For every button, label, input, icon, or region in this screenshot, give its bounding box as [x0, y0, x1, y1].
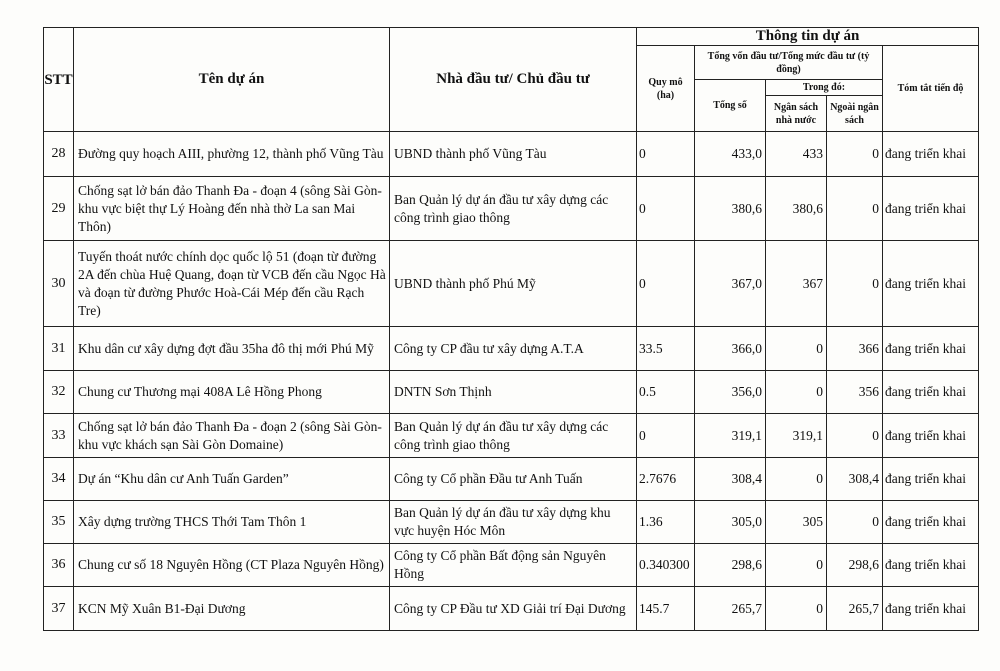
investor-cell: Ban Quản lý dự án đầu tư xây dựng các công trình giao thông — [390, 177, 637, 241]
scale-cell: 0 — [637, 414, 695, 458]
project-name-header: Tên dự án — [74, 28, 390, 132]
table-row — [44, 241, 979, 327]
investor-cell: UBND thành phố Phú Mỹ — [390, 241, 637, 327]
status-cell: đang triển khai — [883, 414, 979, 458]
budget-cell: 0 — [766, 587, 827, 631]
scale-cell: 0.340300 — [637, 544, 695, 587]
budget-cell: 305 — [766, 501, 827, 544]
total-cell: 305,0 — [695, 501, 766, 544]
project-table — [43, 27, 979, 631]
investor-cell: DNTN Sơn Thịnh — [390, 371, 637, 414]
stt-cell: 34 — [44, 458, 74, 501]
total-cell: 298,6 — [695, 544, 766, 587]
status-cell: đang triển khai — [883, 132, 979, 177]
stt-cell: 31 — [44, 327, 74, 371]
total-cell: 366,0 — [695, 327, 766, 371]
state-budget-header: Ngân sách nhà nước — [766, 96, 827, 132]
stt-cell: 29 — [44, 177, 74, 241]
project-name-cell: Chung cư số 18 Nguyên Hồng (CT Plaza Nguyên Hồng) — [74, 544, 390, 587]
table-row — [44, 177, 979, 241]
scale-header: Quy mô (ha) — [637, 46, 695, 132]
non-budget-cell: 298,6 — [827, 544, 883, 587]
total-cell: 308,4 — [695, 458, 766, 501]
project-name-cell: Tuyến thoát nước chính dọc quốc lộ 51 (đoạn từ đường 2A đến chùa Huệ Quang, đoạn từ VCB đến cầu Ngọc Hà và đoạn từ đường Phước Hoà-Cái Mép đến cầu Rạch Tre) — [74, 241, 390, 327]
budget-cell: 319,1 — [766, 414, 827, 458]
budget-cell: 0 — [766, 371, 827, 414]
scale-cell: 0.5 — [637, 371, 695, 414]
budget-cell: 367 — [766, 241, 827, 327]
table-row — [44, 458, 979, 501]
scale-cell: 145.7 — [637, 587, 695, 631]
project-name-cell: Khu dân cư xây dựng đợt đầu 35ha đô thị mới Phú Mỹ — [74, 327, 390, 371]
status-cell: đang triển khai — [883, 177, 979, 241]
project-name-cell: Dự án “Khu dân cư Anh Tuấn Garden” — [74, 458, 390, 501]
scale-cell: 2.7676 — [637, 458, 695, 501]
non-budget-cell: 356 — [827, 371, 883, 414]
non-budget-header: Ngoài ngân sách — [827, 96, 883, 132]
budget-cell: 0 — [766, 458, 827, 501]
non-budget-cell: 308,4 — [827, 458, 883, 501]
stt-cell: 33 — [44, 414, 74, 458]
non-budget-cell: 0 — [827, 501, 883, 544]
stt-cell: 28 — [44, 132, 74, 177]
scale-cell: 0 — [637, 132, 695, 177]
stt-cell: 36 — [44, 544, 74, 587]
project-info-header: Thông tin dự án — [637, 28, 979, 46]
status-cell: đang triển khai — [883, 587, 979, 631]
total-capital-header: Tổng vốn đầu tư/Tổng mức đầu tư (tỷ đồng) — [695, 46, 883, 80]
budget-cell: 0 — [766, 544, 827, 587]
table-row — [44, 587, 979, 631]
project-name-cell: Chống sạt lở bán đảo Thanh Đa - đoạn 2 (sông Sài Gòn-khu vực khách sạn Sài Gòn Domaine) — [74, 414, 390, 458]
status-cell: đang triển khai — [883, 501, 979, 544]
scale-cell: 33.5 — [637, 327, 695, 371]
investor-cell: UBND thành phố Vũng Tàu — [390, 132, 637, 177]
stt-cell: 35 — [44, 501, 74, 544]
scale-cell: 0 — [637, 241, 695, 327]
budget-cell: 0 — [766, 327, 827, 371]
progress-summary-header: Tóm tắt tiến độ — [883, 46, 979, 132]
status-cell: đang triển khai — [883, 371, 979, 414]
total-cell: 265,7 — [695, 587, 766, 631]
investor-cell: Công ty CP Đầu tư XD Giải trí Đại Dương — [390, 587, 637, 631]
non-budget-cell: 0 — [827, 132, 883, 177]
total-cell: 380,6 — [695, 177, 766, 241]
of-which-header: Trong đó: — [766, 80, 883, 96]
total-cell: 433,0 — [695, 132, 766, 177]
non-budget-cell: 366 — [827, 327, 883, 371]
stt-header: STT — [44, 28, 74, 132]
project-name-cell: KCN Mỹ Xuân B1-Đại Dương — [74, 587, 390, 631]
table-row — [44, 327, 979, 371]
non-budget-cell: 0 — [827, 414, 883, 458]
project-name-cell: Đường quy hoạch AIII, phường 12, thành phố Vũng Tàu — [74, 132, 390, 177]
investor-cell: Ban Quản lý dự án đầu tư xây dựng các công trình giao thông — [390, 414, 637, 458]
total-cell: 319,1 — [695, 414, 766, 458]
investor-cell: Công ty Cổ phần Đầu tư Anh Tuấn — [390, 458, 637, 501]
project-name-cell: Chung cư Thương mại 408A Lê Hồng Phong — [74, 371, 390, 414]
project-name-cell: Chống sạt lở bán đảo Thanh Đa - đoạn 4 (sông Sài Gòn-khu vực biệt thự Lý Hoàng đến nhà thờ La san Mai Thôn) — [74, 177, 390, 241]
status-cell: đang triển khai — [883, 241, 979, 327]
table-row — [44, 132, 979, 177]
total-cell: 367,0 — [695, 241, 766, 327]
table-row — [44, 544, 979, 587]
project-name-cell: Xây dựng trường THCS Thới Tam Thôn 1 — [74, 501, 390, 544]
budget-cell: 433 — [766, 132, 827, 177]
scale-cell: 0 — [637, 177, 695, 241]
non-budget-cell: 265,7 — [827, 587, 883, 631]
table-row — [44, 371, 979, 414]
investor-header: Nhà đầu tư/ Chủ đầu tư — [390, 28, 637, 132]
total-header: Tổng số — [695, 80, 766, 132]
investor-cell: Công ty Cổ phần Bất động sản Nguyên Hồng — [390, 544, 637, 587]
budget-cell: 380,6 — [766, 177, 827, 241]
status-cell: đang triển khai — [883, 544, 979, 587]
status-cell: đang triển khai — [883, 327, 979, 371]
non-budget-cell: 0 — [827, 241, 883, 327]
table-row — [44, 414, 979, 458]
status-cell: đang triển khai — [883, 458, 979, 501]
stt-cell: 37 — [44, 587, 74, 631]
investor-cell: Ban Quản lý dự án đầu tư xây dựng khu vực huyện Hóc Môn — [390, 501, 637, 544]
total-cell: 356,0 — [695, 371, 766, 414]
stt-cell: 30 — [44, 241, 74, 327]
table-row — [44, 501, 979, 544]
non-budget-cell: 0 — [827, 177, 883, 241]
stt-cell: 32 — [44, 371, 74, 414]
scale-cell: 1.36 — [637, 501, 695, 544]
investor-cell: Công ty CP đầu tư xây dựng A.T.A — [390, 327, 637, 371]
